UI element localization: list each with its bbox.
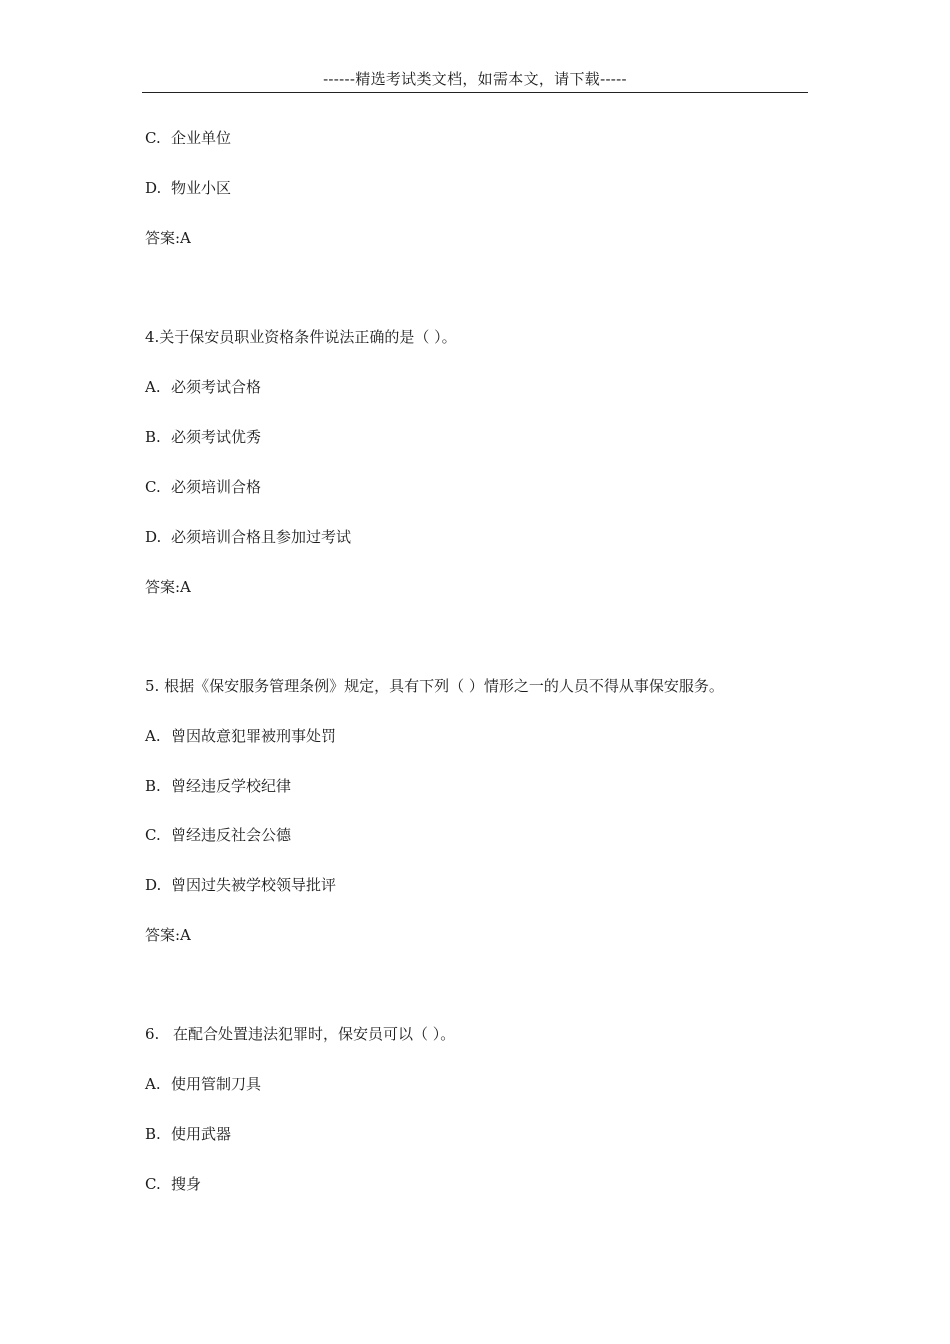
q3-option-d — [145, 178, 231, 198]
option-letter: C. — [145, 1175, 161, 1193]
q6-stem — [145, 1024, 455, 1044]
option-text: 企业单位 — [171, 129, 232, 147]
option-text: 曾因故意犯罪被刑事处罚 — [171, 727, 337, 745]
option-letter: A. — [145, 727, 161, 745]
option-text: 必须考试合格 — [171, 378, 262, 396]
q5-option-b — [145, 776, 291, 796]
q6-option-a — [145, 1074, 261, 1094]
q6-option-b — [145, 1124, 231, 1144]
option-text: 使用管制刀具 — [171, 1075, 262, 1093]
option-letter: B. — [145, 1125, 161, 1143]
option-letter: C. — [145, 478, 161, 496]
q3-option-c — [145, 128, 231, 148]
option-text: 曾经违反社会公德 — [171, 826, 292, 844]
q4-stem: 4.关于保安员职业资格条件说法正确的是（ ）。 — [145, 328, 457, 346]
option-letter: D. — [145, 528, 162, 546]
option-letter: D. — [145, 876, 162, 894]
option-letter: A. — [145, 1075, 161, 1093]
q6-option-c — [145, 1174, 201, 1194]
question-number: 6. — [145, 1025, 160, 1043]
q5-option-a — [145, 726, 336, 746]
option-text: 必须培训合格 — [171, 478, 262, 496]
question-text: 在配合处置违法犯罪时，保安员可以（ ）。 — [173, 1025, 456, 1043]
option-letter: D. — [145, 179, 162, 197]
option-text: 物业小区 — [171, 179, 232, 197]
option-letter: C. — [145, 826, 161, 844]
q5-option-c — [145, 825, 291, 845]
option-text: 必须培训合格且参加过考试 — [171, 528, 352, 546]
page-header: ------精选考试类文档，如需本文，请下载----- — [142, 68, 808, 93]
q4-answer: 答案:A — [145, 578, 191, 596]
q3-answer: 答案:A — [145, 229, 191, 247]
option-text: 曾经违反学校纪律 — [171, 777, 292, 795]
q5-option-d — [145, 875, 336, 895]
option-letter: C. — [145, 129, 161, 147]
option-text: 使用武器 — [171, 1125, 232, 1143]
q5-answer: 答案:A — [145, 926, 191, 944]
q4-option-c — [145, 477, 261, 497]
q4-option-a — [145, 377, 261, 397]
option-text: 搜身 — [171, 1175, 202, 1193]
option-letter: B. — [145, 777, 161, 795]
q4-option-b — [145, 427, 261, 447]
option-letter: A. — [145, 378, 161, 396]
q4-option-d — [145, 527, 351, 547]
option-letter: B. — [145, 428, 161, 446]
option-text: 曾因过失被学校领导批评 — [171, 876, 337, 894]
q5-stem: 5. 根据《保安服务管理条例》规定，具有下列（ ）情形之一的人员不得从事保安服务。 — [145, 677, 724, 695]
option-text: 必须考试优秀 — [171, 428, 262, 446]
